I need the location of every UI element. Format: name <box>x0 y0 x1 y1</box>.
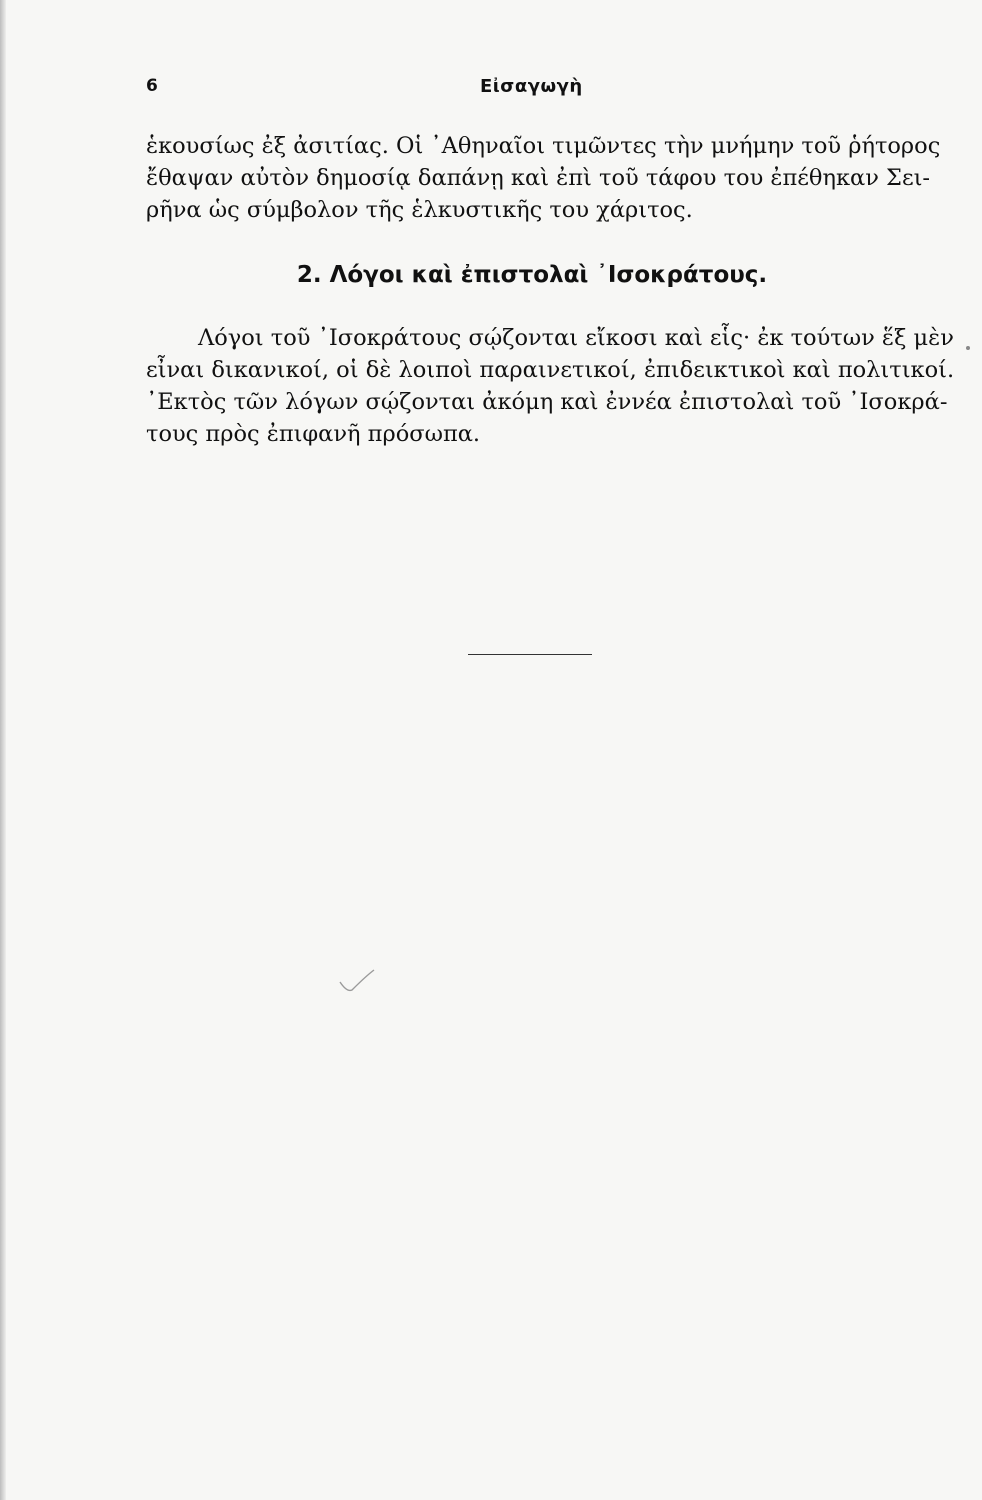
intro-line: ρῆνα ὡς σύμβολον τῆς ἑλκυστικῆς του χάριτος. <box>146 197 693 223</box>
section-line: εἶναι δικανικοί, οἱ δὲ λοιποὶ παραινετικοί, ἐπιδεικτικοὶ καὶ πολιτικοί. <box>146 357 955 383</box>
page-header <box>146 76 916 102</box>
intro-line: ἑκουσίως ἐξ ἀσιτίας. Οἱ ᾿Αθηναῖοι τιμῶντες τὴν μνήμην τοῦ ῥήτορος <box>146 133 941 159</box>
section-heading: 2. Λόγοι καὶ ἐπιστολαὶ ᾿Ισοκράτους. <box>296 262 768 288</box>
page-number: 6 <box>146 76 158 96</box>
section-line: τους πρὸς ἐπιφανῆ πρόσωπα. <box>146 421 481 447</box>
intro-paragraph <box>146 130 941 226</box>
running-title: Εἰσαγωγὴ <box>480 76 583 97</box>
intro-line: ἔθαψαν αὐτὸν δημοσίᾳ δαπάνῃ καὶ ἐπὶ τοῦ τάφου του ἐπέθηκαν Σει- <box>146 165 931 191</box>
paper-speck <box>966 346 970 350</box>
section-paragraph <box>146 322 955 450</box>
section-line: ᾿Εκτὸς τῶν λόγων σῴζονται ἀκόμη καὶ ἐννέα ἐπιστολαὶ τοῦ ᾿Ισοκρά- <box>146 389 948 415</box>
pencil-check-mark <box>338 968 378 996</box>
end-rule <box>468 654 592 655</box>
page-binding-edge <box>0 0 6 1500</box>
section-line: Λόγοι τοῦ ᾿Ισοκράτους σῴζονται εἴκοσι καὶ εἷς· ἐκ τούτων ἕξ μὲν <box>198 325 954 351</box>
